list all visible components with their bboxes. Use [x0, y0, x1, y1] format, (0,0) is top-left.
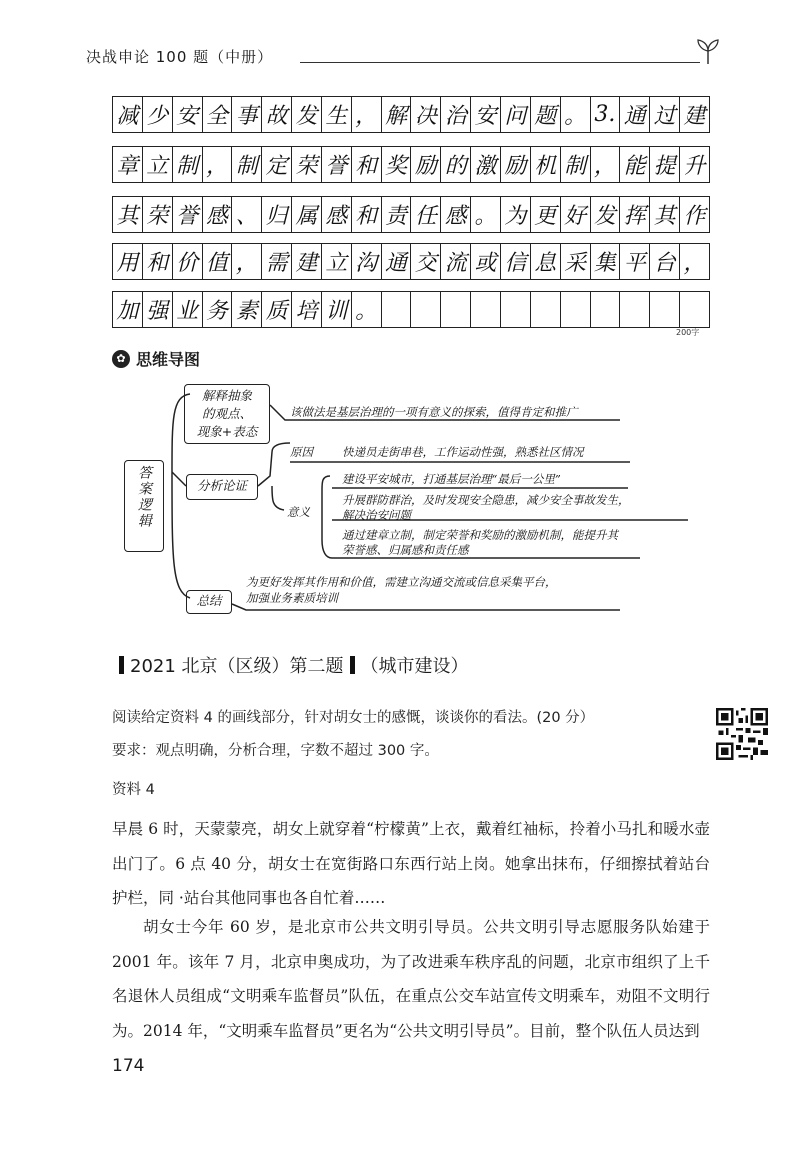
essay-cell: [411, 292, 441, 327]
summary-text: 加强业务素质培训: [246, 591, 338, 605]
essay-cell: 质: [262, 292, 292, 327]
question-prompt: 阅读给定资料 4 的画线部分，针对胡女士的感慨，谈谈你的看法。(20 分）: [112, 710, 595, 726]
essay-cell: 荣: [143, 197, 173, 232]
branch-summary-label: 总结: [196, 593, 222, 608]
essay-cell: 荣: [292, 147, 322, 182]
essay-cell: 感: [322, 197, 352, 232]
essay-cell: 流: [441, 244, 471, 279]
essay-cell: 建: [292, 244, 322, 279]
essay-cell: 交: [411, 244, 441, 279]
essay-cell: 通: [620, 97, 650, 132]
essay-cell: 和: [352, 197, 382, 232]
essay-cell: 机: [531, 147, 561, 182]
essay-cell: 问: [501, 97, 531, 132]
essay-cell: [591, 292, 621, 327]
essay-cell: 作: [683, 204, 706, 229]
essay-cell: 题: [531, 97, 561, 132]
material-label: 资料 4: [112, 782, 155, 798]
essay-cell: 集: [591, 244, 621, 279]
essay-cell: 故: [262, 97, 292, 132]
essay-cell: 务: [203, 292, 233, 327]
essay-cell: [561, 292, 591, 327]
branch-analysis-label: 分析论证: [196, 478, 247, 493]
essay-cell: 定: [262, 147, 292, 182]
essay-cell: 好: [561, 197, 591, 232]
essay-cell: 升: [683, 154, 706, 179]
essay-cell: 生: [322, 97, 352, 132]
essay-cell: 其: [113, 197, 143, 232]
essay-cell: 少: [143, 97, 173, 132]
section-tag: （城市建设）: [360, 656, 469, 677]
essay-cell: [382, 292, 412, 327]
reason-text: 快递员走街串巷，工作运动性强，熟悉社区情况: [342, 445, 584, 459]
essay-cell: 减: [113, 97, 143, 132]
header-divider: [300, 62, 700, 63]
essay-cell: 章: [113, 147, 143, 182]
essay-cell: 过: [650, 97, 680, 132]
essay-cell: 责: [382, 197, 412, 232]
mind-map-title-text: 思维导图: [136, 350, 201, 369]
essay-cell: 激: [471, 147, 501, 182]
essay-cell: 励: [501, 147, 531, 182]
mind-map-title: [112, 347, 200, 370]
essay-cell: [471, 292, 501, 327]
essay-row: [112, 291, 710, 328]
branch-summary-box: [186, 590, 232, 614]
essay-cell: 需: [262, 244, 292, 279]
essay-cell: 誉: [322, 147, 352, 182]
essay-cell: 治: [441, 97, 471, 132]
essay-cell: 立: [143, 147, 173, 182]
essay-cell: 安: [173, 97, 203, 132]
title-bar-mark: [119, 656, 124, 674]
essay-cell: 奖: [382, 147, 412, 182]
meaning-item: 建设平安城市，打通基层治理“最后一公里”: [342, 472, 561, 486]
essay-cell: 3.: [591, 97, 621, 132]
header-title: 决战申论 100 题（中册）: [86, 48, 274, 66]
essay-cell: 发: [591, 197, 621, 232]
question-requirement: 要求：观点明确，分析合理，字数不超过 300 字。: [112, 743, 439, 759]
branch-explain-line: 的观点、: [201, 406, 252, 421]
essay-cell: 感: [203, 197, 233, 232]
essay-cell: [441, 292, 471, 327]
meaning-item: 荣誉感、归属感和责任感: [342, 543, 469, 557]
essay-cell: 素: [232, 292, 262, 327]
branch-explain-line: 现象+表态: [196, 424, 258, 439]
essay-cell: 业: [173, 292, 203, 327]
essay-cell: 和: [352, 147, 382, 182]
essay-cell: 更: [531, 197, 561, 232]
essay-cell: 安: [471, 97, 501, 132]
essay-cell: 制: [173, 147, 203, 182]
essay-cell: 制: [561, 147, 591, 182]
essay-cell: 平: [620, 244, 650, 279]
flower-icon: ✿: [112, 350, 130, 368]
mind-map-root: [124, 460, 164, 552]
essay-cell: 台: [650, 244, 680, 279]
essay-cell: [650, 292, 680, 327]
essay-cell: 解: [382, 97, 412, 132]
essay-cell: 挥: [620, 197, 650, 232]
essay-row: [112, 96, 710, 133]
essay-cell: ，: [591, 147, 621, 182]
essay-cell: 为: [501, 197, 531, 232]
essay-cell: 和: [143, 244, 173, 279]
essay-cell: [680, 292, 709, 327]
section-title: [119, 652, 469, 678]
essay-cell: 信: [501, 244, 531, 279]
meaning-item: 通过建章立制，制定荣誉和奖励的激励机制，能提升其: [342, 528, 618, 542]
essay-cell: 其: [650, 197, 680, 232]
essay-cell: 值: [203, 244, 233, 279]
reason-label: 原因: [290, 445, 313, 459]
essay-cell: 励: [411, 147, 441, 182]
essay-cell: 建: [683, 104, 706, 129]
material-paragraph: 早晨 6 时，天蒙蒙亮，胡女上就穿着“柠檬黄”上衣，戴着红袖标，拎着小马扎和暖水壶出门了。6 点 40 分，胡女士在宽街路口东西行站上岗。她拿出抹布，仔细擦拭着站台护栏，同 ·站台其他同事也各自忙着……: [112, 820, 710, 907]
title-bar-mark: [350, 656, 355, 674]
meaning-item: 解决治安问题: [342, 508, 411, 522]
essay-cell: 任: [411, 197, 441, 232]
essay-cell: ，: [232, 244, 262, 279]
essay-cell: 采: [561, 244, 591, 279]
essay-cell: 全: [203, 97, 233, 132]
essay-cell: 归: [262, 197, 292, 232]
essay-cell: ，: [683, 251, 706, 276]
essay-cell: [531, 292, 561, 327]
section-title-text: 2021 北京（区级）第二题: [130, 656, 344, 677]
branch-explain-line: 解释抽象: [201, 388, 252, 403]
essay-cell: 用: [113, 244, 143, 279]
essay-cell: 决: [411, 97, 441, 132]
sprout-icon: [694, 36, 722, 66]
essay-cell: ，: [352, 97, 382, 132]
branch-analysis-box: [186, 474, 258, 500]
essay-cell: 制: [232, 147, 262, 182]
branch-explain-box: [184, 384, 270, 444]
essay-cell: 能: [620, 147, 650, 182]
essay-row: [112, 146, 710, 183]
essay-row: [112, 196, 710, 233]
essay-cell: 培: [292, 292, 322, 327]
essay-cell: 提: [650, 147, 680, 182]
essay-cell: 沟: [352, 244, 382, 279]
essay-cell: 。: [561, 97, 591, 132]
essay-cell: 训: [322, 292, 352, 327]
essay-cell: 发: [292, 97, 322, 132]
essay-cell: ，: [203, 147, 233, 182]
essay-cell: 立: [322, 244, 352, 279]
material-paragraph: 胡女士今年 60 岁，是北京市公共文明引导员。公共文明引导志愿服务队始建于 2001 年。该年 7 月，北京申奥成功，为了改进乘车秩序乱的问题，北京市组织了上千名退休人员组成“文明乘车监督员”队伍，在重点公交车站宣传文明乘车，劝阻不文明行为。2014 年，“文明乘车监督员”更名为“公共文明引导员”。目前，整个队伍人员达到: [112, 918, 710, 1040]
mind-map-root-text: 答案逻辑: [136, 465, 152, 529]
essay-cell: [620, 292, 650, 327]
word-count-label: 200字: [676, 328, 700, 337]
essay-cell: 强: [143, 292, 173, 327]
essay-cell: 或: [471, 244, 501, 279]
essay-cell: 属: [292, 197, 322, 232]
meaning-item: 升展群防群治，及时发现安全隐患，减少安全事故发生，: [342, 493, 630, 507]
summary-text: 为更好发挥其作用和价值，需建立沟通交流或信息采集平台，: [246, 575, 557, 589]
essay-cell: 。: [471, 197, 501, 232]
essay-cell: 感: [441, 197, 471, 232]
essay-cell: 事: [232, 97, 262, 132]
essay-cell: 加: [113, 292, 143, 327]
qr-code-icon[interactable]: [716, 708, 768, 760]
essay-cell: 息: [531, 244, 561, 279]
essay-cell: 通: [382, 244, 412, 279]
branch-explain-text: 该做法是基层治理的一项有意义的探索，值得肯定和推广: [290, 405, 578, 419]
essay-cell: 。: [352, 292, 382, 327]
essay-cell: 价: [173, 244, 203, 279]
essay-cell: [501, 292, 531, 327]
essay-cell: 、: [232, 197, 262, 232]
essay-cell: 誉: [173, 197, 203, 232]
page-number: 174: [112, 1056, 145, 1076]
meaning-label: 意义: [287, 505, 310, 519]
essay-cell: 的: [441, 147, 471, 182]
essay-row: [112, 243, 710, 280]
